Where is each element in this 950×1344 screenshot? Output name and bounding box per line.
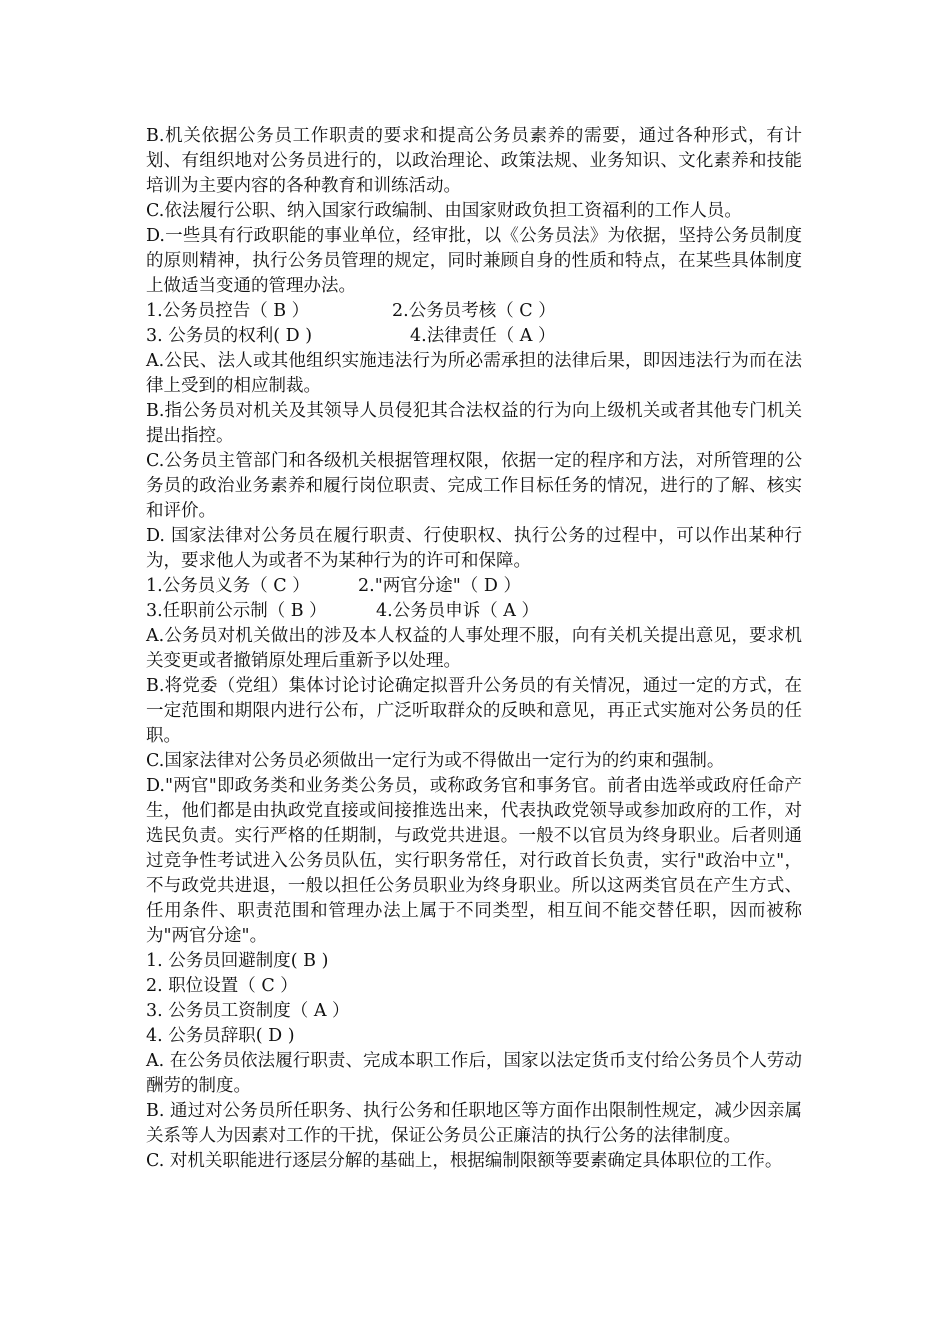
block3-questions-row-2 — [146, 599, 802, 624]
block3-questions-row-1 — [146, 574, 802, 599]
block1-option-b: B.机关依据公务员工作职责的要求和提高公务员素养的需要，通过各种形式，有计划、有组织地对公务员进行的，以政治理论、政策法规、业务知识、文化素养和技能培训为主要内容的各种教育和训练活动。 — [146, 126, 802, 196]
block3-question-4: 4.公务员申诉（ A ） — [376, 601, 539, 621]
block4-question-3: 3. 公务员工资制度（ A ） — [146, 1001, 350, 1021]
block3-question-3: 3.任职前公示制（ B ） — [146, 601, 327, 621]
block4-question-2: 2. 职位设置（ C ） — [146, 976, 298, 996]
block2-question-1: 1.公务员控告（ B ） — [146, 301, 310, 321]
block2-option-a: A.公民、法人或其他组织实施违法行为所必需承担的法律后果，即因违法行为而在法律上受到的相应制裁。 — [146, 351, 802, 396]
block2-question-3: 3. 公务员的权利( D ) — [146, 326, 313, 346]
block3-option-a: A.公务员对机关做出的涉及本人权益的人事处理不服，向有关机关提出意见，要求机关变更或者撤销原处理后重新予以处理。 — [146, 626, 802, 671]
block2-option-d: D. 国家法律对公务员在履行职责、行使职权、执行公务的过程中，可以作出某种行为，要求他人为或者不为某种行为的许可和保障。 — [146, 526, 802, 571]
block4-option-c: C. 对机关职能进行逐层分解的基础上，根据编制限额等要素确定具体职位的工作。 — [146, 1151, 783, 1171]
block2-question-2: 2.公务员考核（ C ） — [392, 301, 556, 321]
block3-option-d: D."两官"即政务类和业务类公务员，或称政务官和事务官。前者由选举或政府任命产生，他们都是由执政党直接或间接推选出来，代表执政党领导或参加政府的工作，对选民负责。实行严格的任期制，与政党共进退。一般不以官员为终身职业。后者则通过竞争性考试进入公务员队伍，实行职务常任，对行政首长负责，实行"政治中立"，不与政党共进退，一般以担任公务员职业为终身职业。所以这两类官员在产生方式、任用条件、职责范围和管理办法上属于不同类型，相互间不能交替任职，因而被称为"两官分途"。 — [146, 776, 802, 946]
block4-option-a: A. 在公务员依法履行职责、完成本职工作后，国家以法定货币支付给公务员个人劳动酬劳的制度。 — [146, 1051, 802, 1096]
block2-questions-row-2 — [146, 324, 802, 349]
block3-option-b: B.将党委（党组）集体讨论讨论确定拟晋升公务员的有关情况，通过一定的方式，在一定范围和期限内进行公布，广泛听取群众的反映和意见，再正式实施对公务员的任职。 — [146, 676, 802, 746]
block2-option-c: C.公务员主管部门和各级机关根据管理权限，依据一定的程序和方法，对所管理的公务员的政治业务素养和履行岗位职责、完成工作目标任务的情况，进行的了解、核实和评价。 — [146, 451, 802, 521]
block3-option-c: C.国家法律对公务员必须做出一定行为或不得做出一定行为的约束和强制。 — [146, 751, 725, 771]
block3-question-2: 2."两官分途"（ D ） — [358, 576, 521, 596]
block2-questions-row-1 — [146, 299, 802, 324]
block4-option-b: B. 通过对公务员所任职务、执行公务和任职地区等方面作出限制性规定，减少因亲属关系等人为因素对工作的干扰，保证公务员公正廉洁的执行公务的法律制度。 — [146, 1101, 802, 1146]
block2-question-4: 4.法律责任（ A ） — [410, 326, 556, 346]
block2-option-b: B.指公务员对机关及其领导人员侵犯其合法权益的行为向上级机关或者其他专门机关提出指控。 — [146, 401, 802, 446]
block4-question-1: 1. 公务员回避制度( B ) — [146, 951, 329, 971]
block1-option-c: C.依法履行公职、纳入国家行政编制、由国家财政负担工资福利的工作人员。 — [146, 201, 742, 221]
block1-option-d: D.一些具有行政职能的事业单位，经审批，以《公务员法》为依据，坚持公务员制度的原则精神，执行公务员管理的规定，同时兼顾自身的性质和特点，在某些具体制度上做适当变通的管理办法。 — [146, 226, 802, 296]
document-page — [146, 124, 802, 1174]
block4-question-4: 4. 公务员辞职( D ) — [146, 1026, 295, 1046]
block3-question-1: 1.公务员义务（ C ） — [146, 576, 310, 596]
